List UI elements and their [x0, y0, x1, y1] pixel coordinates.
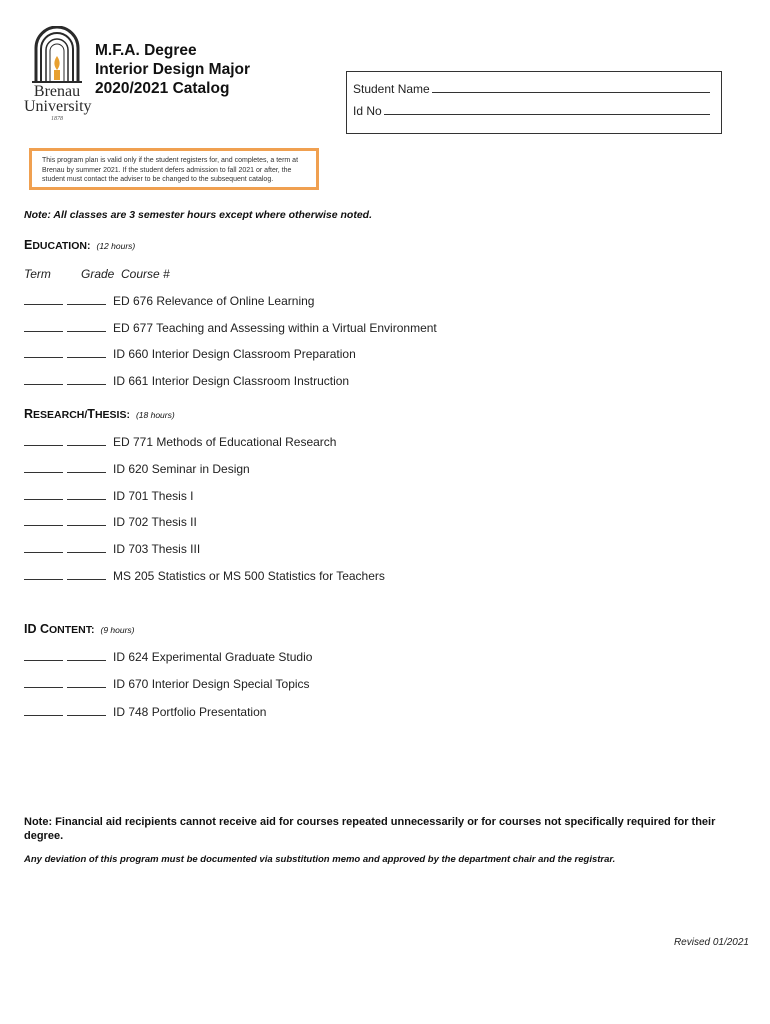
course-row	[24, 321, 437, 337]
student-id-field[interactable]	[384, 104, 710, 115]
title-degree: M.F.A. Degree	[95, 42, 197, 59]
education-section-heading: EDUCATION: (12 hours)	[24, 238, 136, 252]
grade-blank[interactable]	[67, 489, 106, 500]
course-row	[24, 294, 314, 310]
title-major: Interior Design Major	[95, 61, 251, 78]
course-row	[24, 569, 385, 585]
term-blank[interactable]	[24, 515, 63, 526]
student-id-label: Id No	[353, 104, 382, 118]
revision-date: Revised 01/2021	[673, 937, 749, 948]
course-row	[24, 435, 336, 451]
course-row	[24, 374, 349, 390]
course-label: ID 702 Thesis II	[113, 515, 197, 529]
course-label: ID 660 Interior Design Classroom Preparation	[113, 347, 356, 361]
course-row	[24, 650, 312, 666]
brenau-university-logo	[24, 26, 90, 124]
logo-established-text: 1878	[51, 116, 63, 122]
term-blank[interactable]	[24, 542, 63, 553]
research-thesis-section-heading: RESEARCH/THESIS: (18 hours)	[24, 407, 175, 421]
student-name-field[interactable]	[432, 82, 710, 93]
grade-blank[interactable]	[67, 569, 106, 580]
logo-university-text: University	[24, 98, 92, 115]
document-title	[95, 41, 250, 98]
course-label: ID 661 Interior Design Classroom Instruction	[113, 374, 350, 388]
term-blank[interactable]	[24, 705, 63, 716]
term-blank[interactable]	[24, 374, 63, 385]
archway-emblem-icon	[24, 26, 90, 84]
student-name-row	[353, 82, 710, 96]
student-info-box	[346, 71, 722, 134]
financial-aid-note: Note: Financial aid recipients cannot receive aid for courses repeated unnecessarily or for courses not specifically required for their degree.	[24, 816, 716, 842]
research-hours: (18 hours)	[135, 410, 175, 420]
logo-brenau-text: Brenau	[33, 83, 81, 100]
student-name-label: Student Name	[353, 82, 430, 96]
grade-blank[interactable]	[67, 294, 106, 305]
course-label: ID 701 Thesis I	[113, 489, 194, 503]
course-label: ED 771 Methods of Educational Research	[113, 435, 337, 449]
course-label: MS 205 Statistics or MS 500 Statistics for Teachers	[113, 569, 385, 583]
term-column-header: Term	[24, 267, 51, 281]
title-catalog: 2020/2021 Catalog	[95, 80, 230, 97]
grade-blank[interactable]	[67, 677, 106, 688]
course-row	[24, 347, 356, 363]
term-blank[interactable]	[24, 347, 63, 358]
grade-blank[interactable]	[67, 374, 106, 385]
course-row	[24, 515, 197, 531]
grade-blank[interactable]	[67, 515, 106, 526]
term-blank[interactable]	[24, 462, 63, 473]
course-label: ID 624 Experimental Graduate Studio	[113, 650, 313, 664]
catalog-validity-notice: This program plan is valid only if the student registers for, and completes, a term at Brenau by summer 2021. If the student defers admission to fall 2021 or after, the student must contact the adviser to be changed to the subsequent catalog.	[29, 148, 319, 190]
term-blank[interactable]	[24, 489, 63, 500]
course-row	[24, 705, 266, 721]
semester-hours-note: Note: All classes are 3 semester hours except where otherwise noted.	[24, 209, 372, 221]
course-row	[24, 677, 310, 693]
course-row	[24, 489, 193, 505]
grade-blank[interactable]	[67, 650, 106, 661]
deviation-note: Any deviation of this program must be documented via substitution memo and approved by the department chair and the registrar.	[24, 854, 616, 865]
content-hours: (9 hours)	[100, 625, 135, 635]
grade-blank[interactable]	[67, 347, 106, 358]
grade-course-column-header: Grade Course #	[81, 267, 170, 281]
grade-blank[interactable]	[67, 321, 106, 332]
grade-blank[interactable]	[67, 435, 106, 446]
student-id-row	[353, 104, 710, 118]
term-blank[interactable]	[24, 321, 63, 332]
grade-blank[interactable]	[67, 462, 106, 473]
term-blank[interactable]	[24, 650, 63, 661]
course-label: ED 677 Teaching and Assessing within a Virtual Environment	[113, 321, 437, 335]
grade-blank[interactable]	[67, 542, 106, 553]
grade-blank[interactable]	[67, 705, 106, 716]
course-row	[24, 542, 200, 558]
course-label: ID 620 Seminar in Design	[113, 462, 250, 476]
course-label: ID 748 Portfolio Presentation	[113, 705, 267, 719]
term-blank[interactable]	[24, 677, 63, 688]
term-blank[interactable]	[24, 435, 63, 446]
education-hours: (12 hours)	[96, 241, 136, 251]
course-row	[24, 462, 250, 478]
id-content-section-heading: ID CONTENT: (9 hours)	[24, 622, 135, 636]
term-blank[interactable]	[24, 569, 63, 580]
course-label: ID 703 Thesis III	[113, 542, 201, 556]
course-label: ED 676 Relevance of Online Learning	[113, 294, 315, 308]
course-label: ID 670 Interior Design Special Topics	[113, 677, 310, 691]
term-blank[interactable]	[24, 294, 63, 305]
